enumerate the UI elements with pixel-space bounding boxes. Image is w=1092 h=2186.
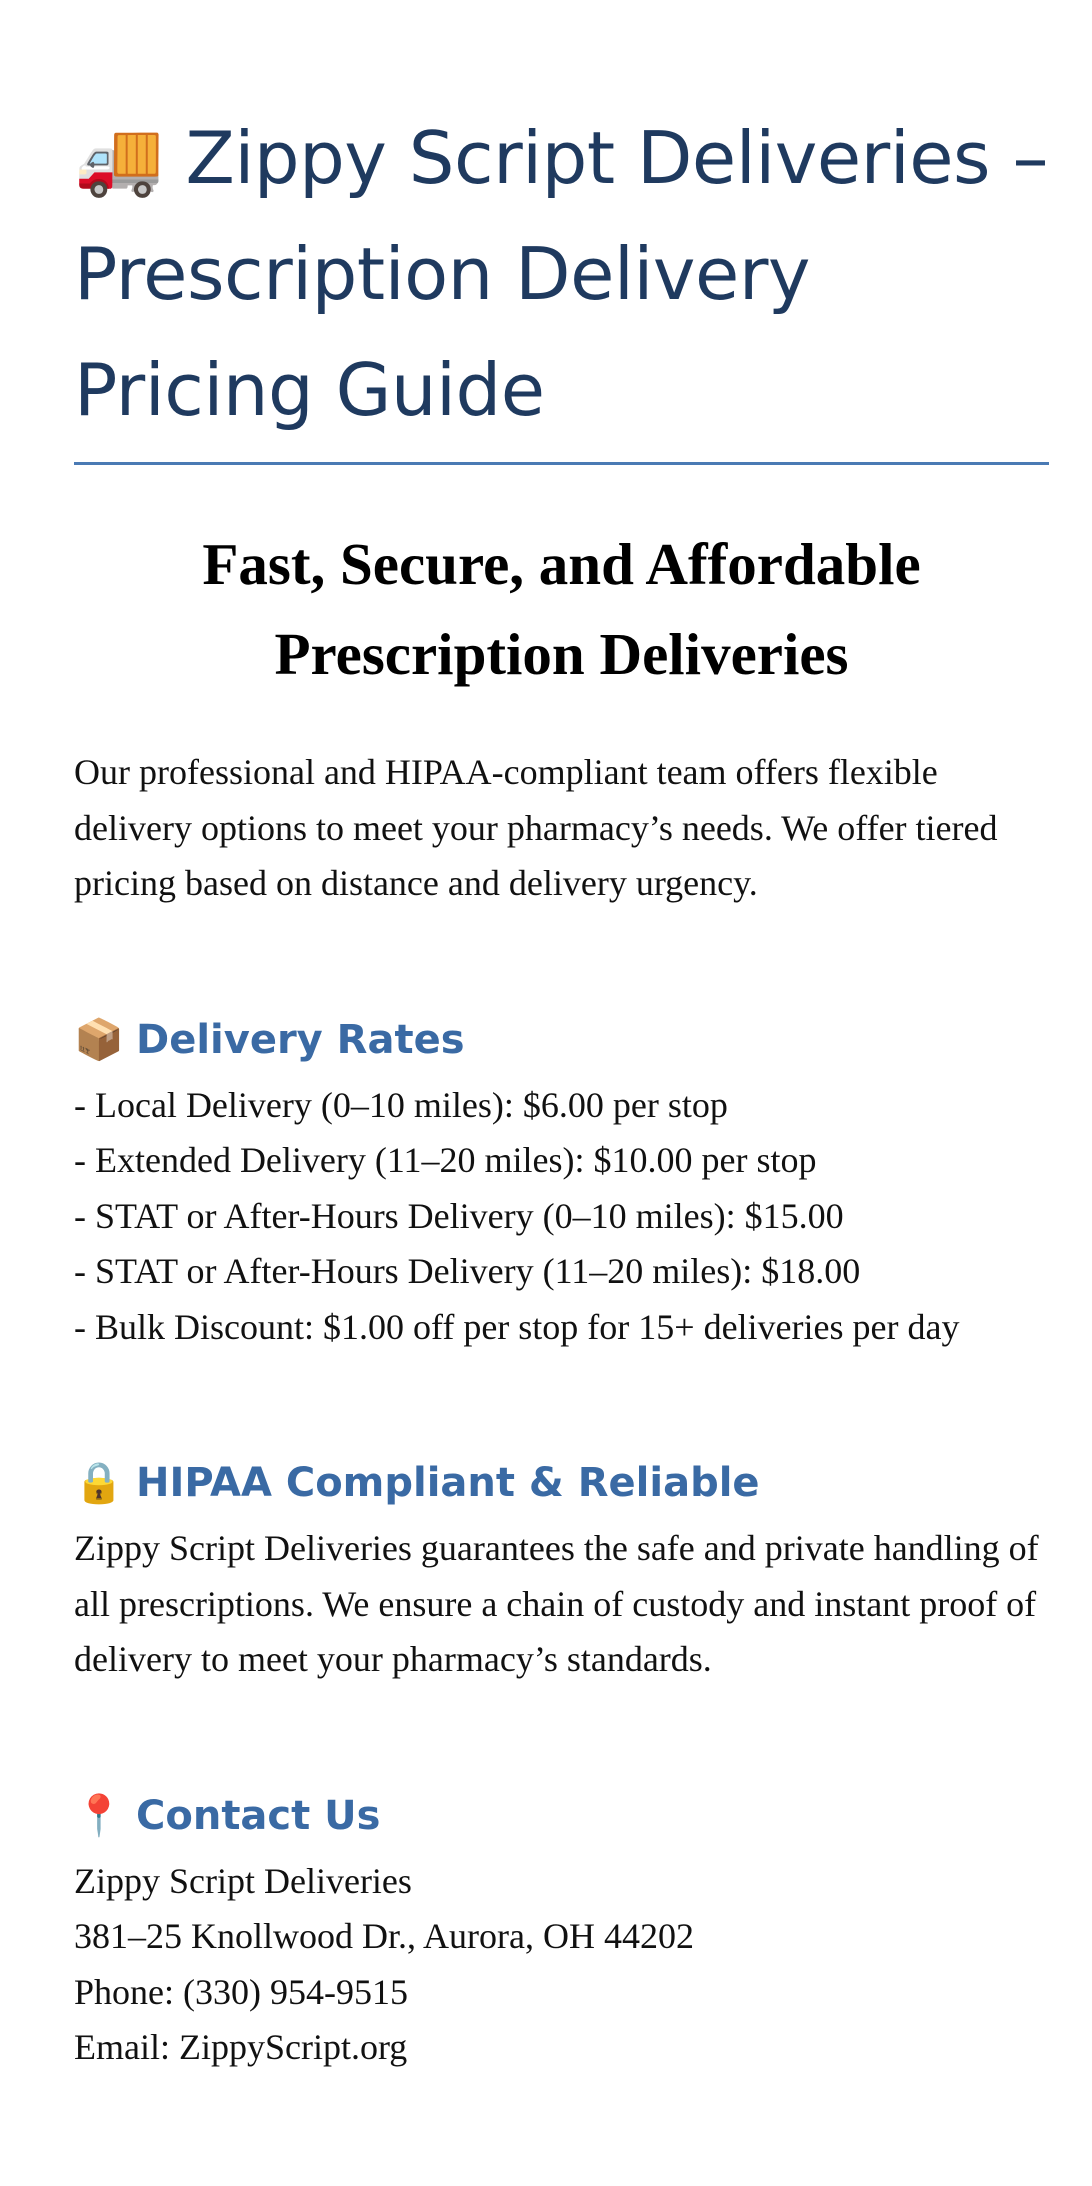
rate-item: - Bulk Discount: $1.00 off per stop for 15+ deliveries per day: [74, 1306, 960, 1347]
contact-details: [74, 1854, 1049, 2076]
page-title: [74, 100, 1049, 448]
section-heading-hipaa: [74, 1453, 1049, 1513]
title-divider: [74, 462, 1049, 465]
intro-paragraph: Our professional and HIPAA-compliant team offers flexible delivery options to meet your pharmacy’s needs. We offer tiered pricing based on distance and delivery urgency.: [74, 752, 998, 903]
contact-company: Zippy Script Deliveries: [74, 1860, 412, 1901]
document-page: [74, 100, 1049, 2076]
intro-subtitle: Fast, Secure, and Affordable Prescription Deliveries: [202, 531, 921, 687]
delivery-truck-icon: 🚚: [74, 116, 164, 200]
section-heading-contact: [74, 1786, 1049, 1846]
rate-item: - STAT or After-Hours Delivery (0–10 miles): $15.00: [74, 1195, 844, 1236]
lock-icon: 🔒: [74, 1460, 124, 1506]
location-pin-icon: 📍: [74, 1792, 124, 1839]
rate-item: - STAT or After-Hours Delivery (11–20 miles): $18.00: [74, 1251, 861, 1291]
contact-address: 381–25 Knollwood Dr., Aurora, OH 44202: [74, 1916, 694, 1956]
section-heading-delivery-rates: [74, 1010, 1049, 1070]
hipaa-paragraph: Zippy Script Deliveries guarantees the safe and private handling of all prescriptions. We ensure a chain of custody and instant proof of delivery to meet your pharmacy’s standards.: [74, 1528, 1039, 1679]
page-title-text: Zippy Script Deliveries – Prescription Delivery Pricing Guide: [74, 116, 1048, 432]
package-icon: 📦: [74, 1016, 124, 1063]
rate-item: - Local Delivery (0–10 miles): $6.00 per stop: [74, 1084, 728, 1125]
section-heading-text: HIPAA Compliant & Reliable: [136, 1460, 760, 1506]
delivery-rates-list: [74, 1078, 1049, 1356]
contact-phone: Phone: (330) 954-9515: [74, 1971, 408, 2012]
contact-email: Email: ZippyScript.org: [74, 2027, 408, 2067]
rate-item: - Extended Delivery (11–20 miles): $10.00 per stop: [74, 1140, 817, 1180]
section-heading-text: Delivery Rates: [136, 1016, 465, 1063]
section-heading-text: Contact Us: [136, 1792, 381, 1839]
